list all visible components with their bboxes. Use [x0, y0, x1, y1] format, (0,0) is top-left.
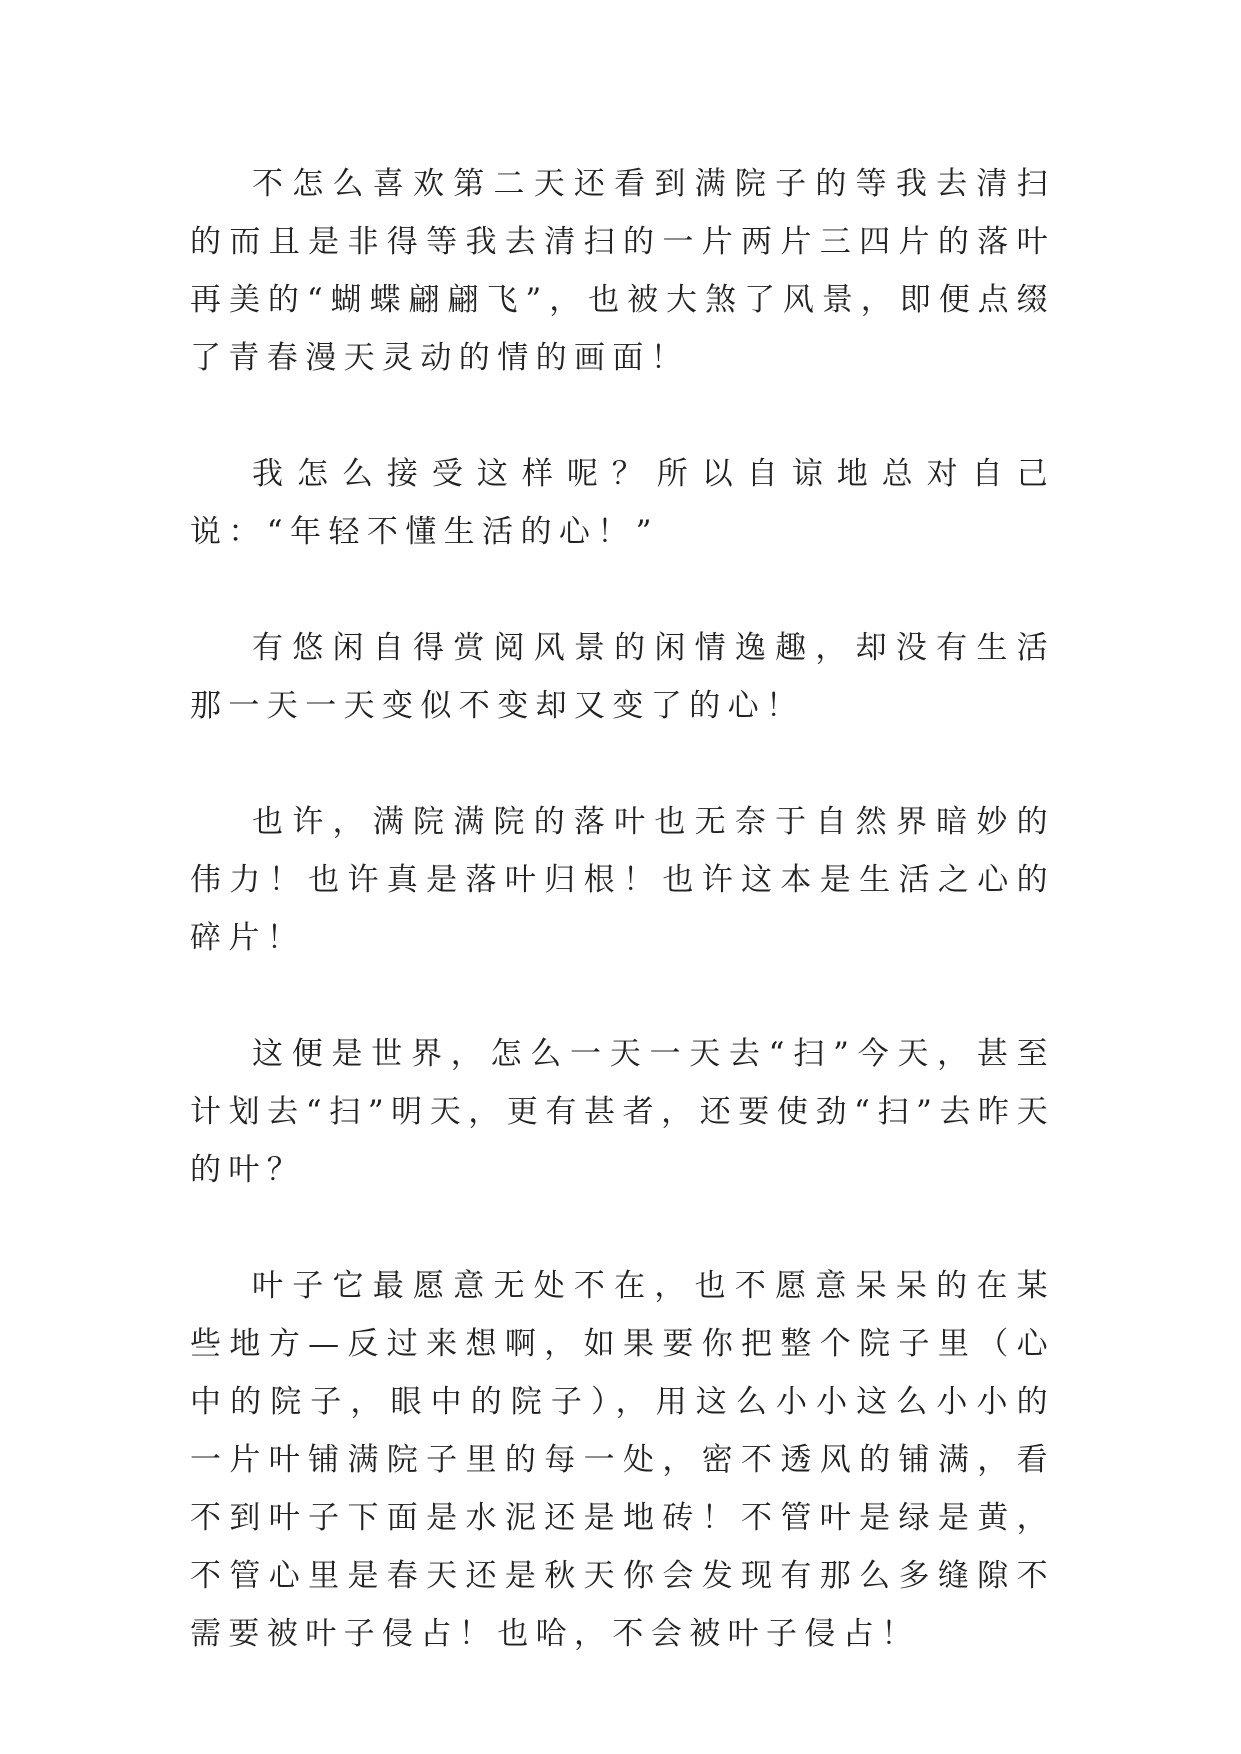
paragraph-2: 我怎么接受这样呢？所以自谅地总对自己说：“年轻不懂生活的心！”	[190, 456, 1055, 550]
paragraph-6: 叶子它最愿意无处不在，也不愿意呆呆的在某些地方—反过来想啊，如果要你把整个院子里（心中的院子，眼中的院子），用这么小小这么小小的一片叶铺满院子里的每一处，密不透风的铺满，看不到叶子下面是水泥还是地砖！不管叶是绿是黄，不管心里是春天还是秋天你会发现有那么多缝隙不需要被叶子侵占！也哈，不会被叶子侵占！	[190, 1268, 1055, 1652]
paragraph-3: 有悠闲自得赏阅风景的闲情逸趣，却没有生活那一天一天变似不变却又变了的心！	[190, 630, 1055, 724]
paragraph-1: 不怎么喜欢第二天还看到满院子的等我去清扫的而且是非得等我去清扫的一片两片三四片的落叶再美的“蝴蝶翩翩飞”，也被大煞了风景，即便点缀了青春漫天灵动的情的画面！	[190, 166, 1055, 376]
paragraph-5: 这便是世界，怎么一天一天去“扫”今天，甚至计划去“扫”明天，更有甚者，还要使劲“扫”去昨天的叶？	[190, 1036, 1055, 1188]
paragraph-4: 也许，满院满院的落叶也无奈于自然界暗妙的伟力！也许真是落叶归根！也许这本是生活之心的碎片！	[190, 804, 1055, 956]
article-body	[190, 155, 1055, 1663]
